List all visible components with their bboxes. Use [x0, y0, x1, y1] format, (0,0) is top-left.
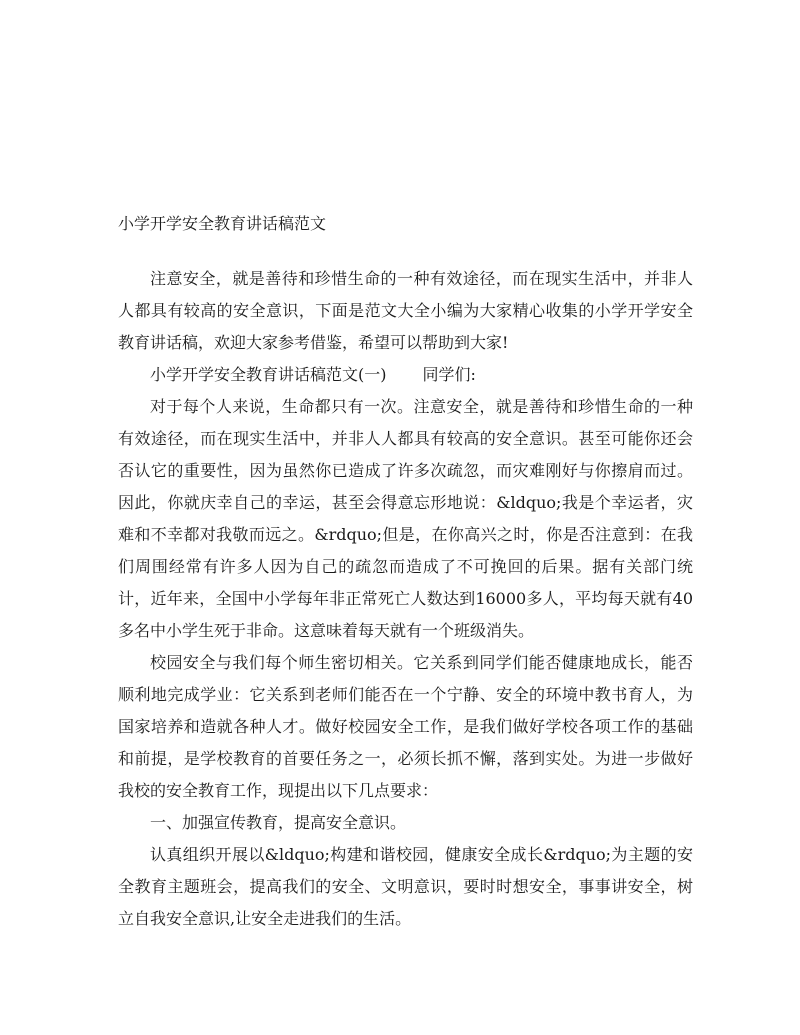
section-heading: 小学开学安全教育讲话稿范文(一) [150, 365, 387, 384]
intro-paragraph: 注意安全，就是善待和珍惜生命的一种有效途径，而在现实生活中，并非人人都具有较高的安全意识，下面是范文大全小编为大家精心收集的小学开学安全教育讲话稿，欢迎大家参考借鉴，希望可以帮助到大家! [118, 269, 693, 352]
life-safety-paragraph: 对于每个人来说，生命都只有一次。注意安全，就是善待和珍惜生命的一种有效途径，而在现实生活中，并非人人都具有较高的安全意识。甚至可能你还会否认它的重要性，因为虽然你已造成了许多次疏忽，而灾难刚好与你擦肩而过。因此，你就庆幸自己的幸运，甚至会得意忘形地说：&ldquo;我是个幸运者，灾难和不幸都对我敬而远之。&rdquo;但是，在你高兴之时，你是否注意到：在我们周围经常有许多人因为自己的疏忽而造成了不可挽回的后果。据有关部门统计，近年来，全国中小学每年非正常死亡人数达到16000多人，平均每天就有40多名中小学生死于非命。这意味着每天就有一个班级消失。 [118, 397, 693, 640]
theme-class-paragraph: 认真组织开展以&ldquo;构建和谐校园，健康安全成长&rdquo;为主题的安全教育主题班会，提高我们的安全、文明意识，要时时想安全，事事讲安全，树立自我安全意识,让安全走进我们的生活。 [118, 845, 693, 928]
salutation: 同学们: [422, 365, 476, 384]
document-body [118, 263, 693, 935]
campus-safety-paragraph: 校园安全与我们每个师生密切相关。它关系到同学们能否健康地成长，能否顺利地完成学业：它关系到老师们能否在一个宁静、安全的环境中教书育人，为国家培养和造就各种人才。做好校园安全工作，是我们做好学校各项工作的基础和前提，是学校教育的首要任务之一，必须长抓不懈，落到实处。为进一步做好我校的安全教育工作，现提出以下几点要求： [118, 653, 693, 800]
section-heading-line [118, 359, 693, 391]
document-title: 小学开学安全教育讲话稿范文 [118, 214, 327, 233]
requirement-heading: 一、加强宣传教育，提高安全意识。 [150, 813, 407, 832]
